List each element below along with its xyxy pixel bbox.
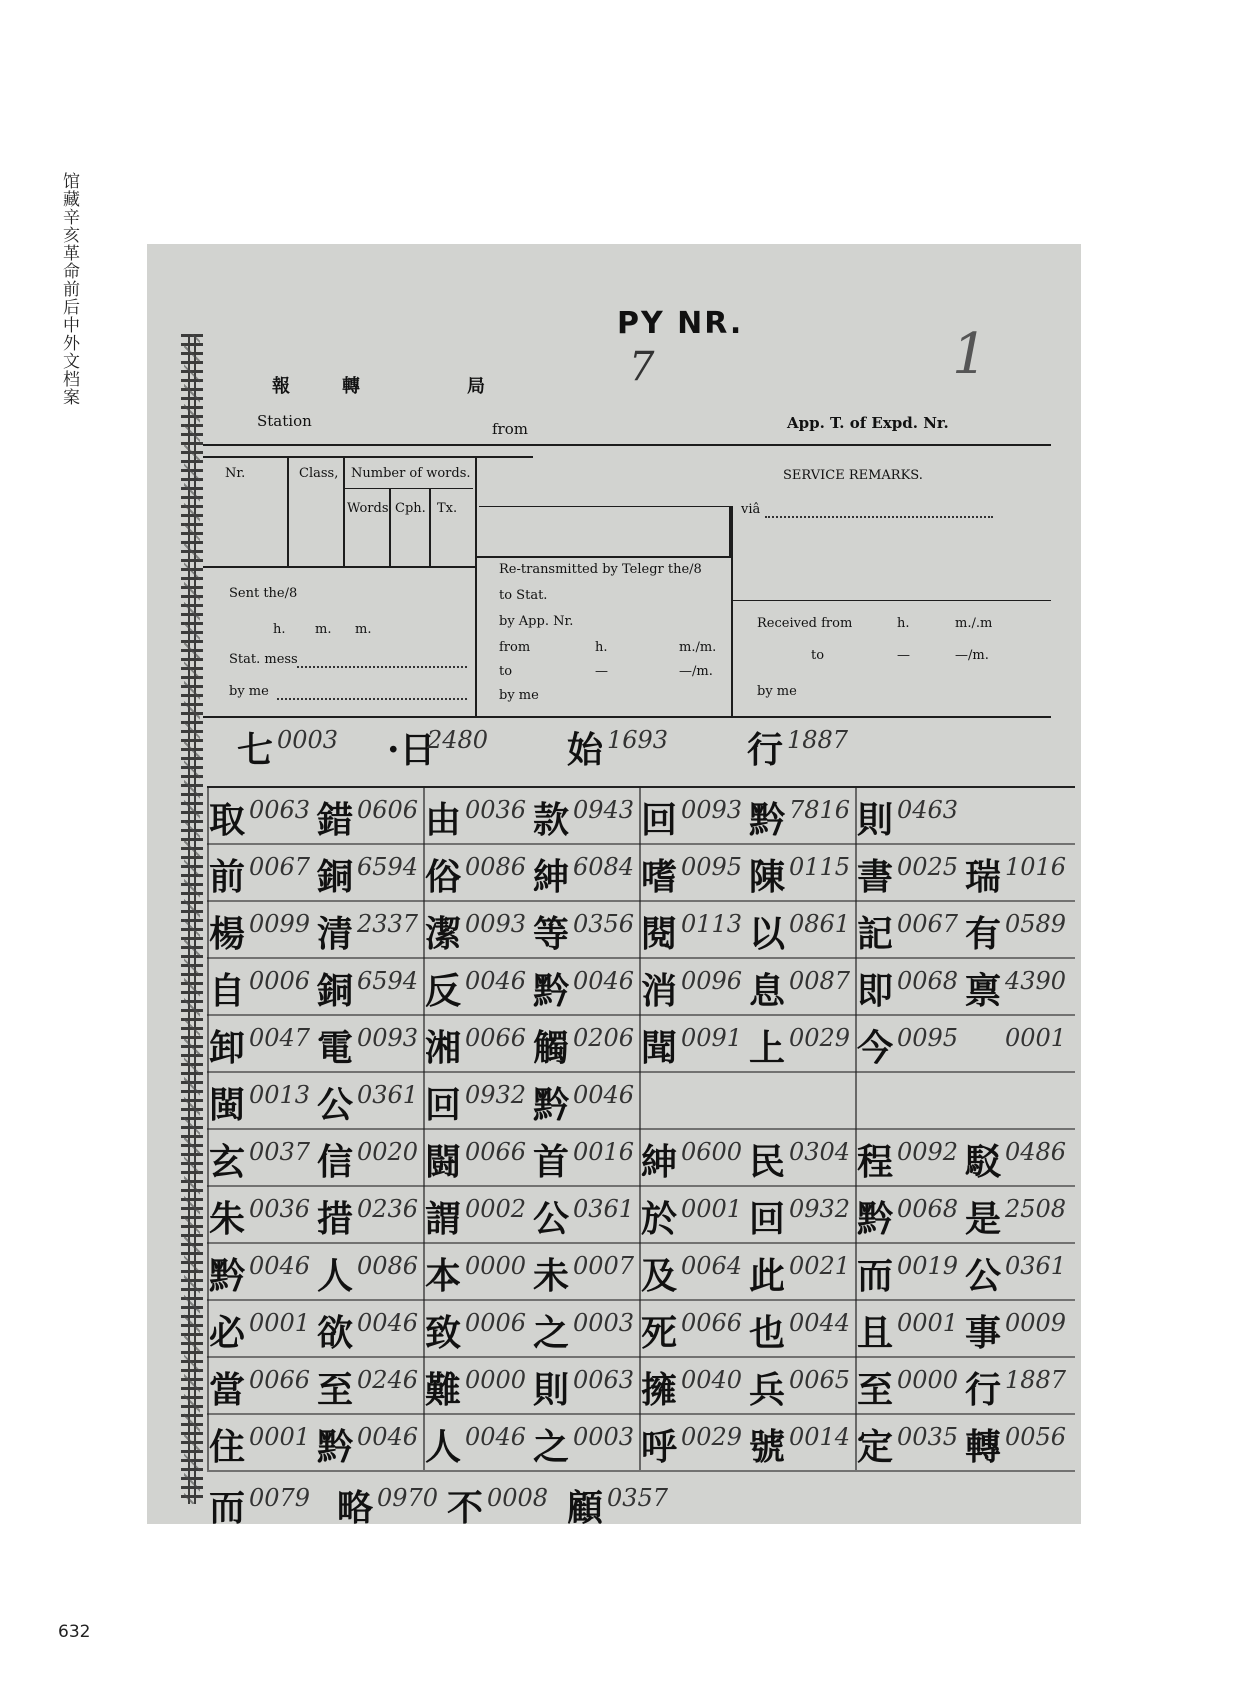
group-r11c5-code: 0014 — [789, 1423, 851, 1451]
group-r2c0-char: 楊 — [209, 913, 246, 955]
retrans-h: h. — [595, 640, 608, 655]
grid-row-line — [207, 1128, 1075, 1130]
group-r3c6-char: 即 — [857, 970, 894, 1012]
group-r7c7-char: 是 — [965, 1198, 1002, 1240]
by-me-dotted — [277, 698, 467, 700]
group-r10c1-char: 至 — [317, 1369, 354, 1411]
group-r3c7-char: 禀 — [965, 970, 1002, 1012]
received-from: Received from — [757, 616, 853, 631]
group-r11c1-char: 黔 — [317, 1426, 354, 1468]
grid-row-line — [207, 1071, 1075, 1073]
from-label: from — [492, 420, 528, 438]
group-r7c3-code: 0361 — [573, 1195, 635, 1223]
group-r7c6-code: 0068 — [897, 1195, 959, 1223]
group-r2c4-char: 閱 — [641, 913, 678, 955]
group-r4c0-char: 卸 — [209, 1027, 246, 1069]
group-r9c0-code: 0001 — [249, 1309, 311, 1337]
group-r9c3-char: 之 — [533, 1312, 570, 1354]
header-group-2-char: 始 — [567, 729, 604, 771]
grid-row-line — [207, 1299, 1075, 1301]
group-r6c5-code: 0304 — [789, 1138, 851, 1166]
group-r2c1-code: 2337 — [357, 910, 419, 938]
group-r8c4-code: 0064 — [681, 1252, 743, 1280]
group-r7c4-code: 0001 — [681, 1195, 743, 1223]
group-r1c6-code: 0025 — [897, 853, 959, 881]
group-r7c5-char: 回 — [749, 1198, 786, 1240]
group-r3c2-code: 0046 — [465, 967, 527, 995]
footer-group-2-code: 0008 — [487, 1484, 549, 1512]
col-number-of-words: Number of words. — [351, 466, 471, 481]
group-r10c2-char: 難 — [425, 1369, 462, 1411]
group-r11c7-char: 轉 — [965, 1426, 1002, 1468]
sent-m2: m. — [355, 622, 372, 637]
group-r3c2-char: 反 — [425, 970, 462, 1012]
group-r10c3-char: 則 — [533, 1369, 570, 1411]
group-r8c0-code: 0046 — [249, 1252, 311, 1280]
group-r3c1-char: 銅 — [317, 970, 354, 1012]
retrans-mm2: —/m. — [679, 664, 713, 679]
retrans-right-divider — [731, 506, 733, 716]
group-r2c6-char: 記 — [857, 913, 894, 955]
group-r7c1-char: 措 — [317, 1198, 354, 1240]
group-r6c2-char: 闘 — [425, 1141, 462, 1183]
col-divider-3 — [389, 488, 391, 566]
group-r6c0-char: 玄 — [209, 1141, 246, 1183]
group-r3c4-char: 消 — [641, 970, 678, 1012]
group-r1c3-code: 6084 — [573, 853, 635, 881]
mid-rule — [479, 506, 729, 507]
group-r8c5-char: 此 — [749, 1255, 786, 1297]
group-r2c2-code: 0093 — [465, 910, 527, 938]
group-r4c3-code: 0206 — [573, 1024, 635, 1052]
group-r4c7-code: 0001 — [1005, 1024, 1067, 1052]
group-r5c2-char: 回 — [425, 1084, 462, 1126]
group-r10c4-char: 擁 — [641, 1369, 678, 1411]
group-r2c5-code: 0861 — [789, 910, 851, 938]
group-r6c3-char: 首 — [533, 1141, 570, 1183]
col-cph: Cph. — [395, 501, 426, 516]
group-r11c3-char: 之 — [533, 1426, 570, 1468]
telegram-form-scan — [147, 244, 1081, 1524]
header-group-3-code: 1887 — [787, 726, 849, 754]
received-by-me: by me — [757, 684, 797, 699]
group-r1c4-char: 嗜 — [641, 856, 678, 898]
service-remarks: SERVICE REMARKS. — [783, 468, 923, 483]
group-r10c5-code: 0065 — [789, 1366, 851, 1394]
group-r6c7-char: 駁 — [965, 1141, 1002, 1183]
group-r1c7-char: 瑞 — [965, 856, 1002, 898]
group-r5c1-char: 公 — [317, 1084, 354, 1126]
ornamental-border — [181, 334, 203, 1504]
group-r9c1-code: 0046 — [357, 1309, 419, 1337]
group-r0c2-code: 0036 — [465, 796, 527, 824]
group-r9c6-code: 0001 — [897, 1309, 959, 1337]
header-group-1-code: 2480 — [427, 726, 489, 754]
group-r7c0-code: 0036 — [249, 1195, 311, 1223]
group-r6c6-code: 0092 — [897, 1138, 959, 1166]
group-r8c1-code: 0086 — [357, 1252, 419, 1280]
group-r8c2-char: 本 — [425, 1255, 462, 1297]
group-r8c4-char: 及 — [641, 1255, 678, 1297]
group-r4c3-char: 觸 — [533, 1027, 570, 1069]
group-r9c3-code: 0003 — [573, 1309, 635, 1337]
group-r3c6-code: 0068 — [897, 967, 959, 995]
col-nr: Nr. — [225, 466, 246, 481]
retrans-mm: m./m. — [679, 640, 717, 655]
group-r6c0-code: 0037 — [249, 1138, 311, 1166]
footer-group-2-char: 不 — [447, 1487, 484, 1524]
group-r8c3-char: 未 — [533, 1255, 570, 1297]
footer-group-3-char: 顧 — [567, 1487, 604, 1524]
group-r2c6-code: 0067 — [897, 910, 959, 938]
group-r9c4-char: 死 — [641, 1312, 678, 1354]
group-r0c3-char: 款 — [533, 799, 570, 841]
group-r4c5-code: 0029 — [789, 1024, 851, 1052]
group-r4c4-code: 0091 — [681, 1024, 743, 1052]
group-r8c7-code: 0361 — [1005, 1252, 1067, 1280]
group-r10c4-code: 0040 — [681, 1366, 743, 1394]
group-r10c0-code: 0066 — [249, 1366, 311, 1394]
archive-series-title: 馆藏辛亥革命前后中外文档案 — [59, 172, 79, 406]
received-top-rule — [733, 600, 1051, 601]
group-r10c3-code: 0063 — [573, 1366, 635, 1394]
group-r6c7-code: 0486 — [1005, 1138, 1067, 1166]
stat-mess-dotted — [297, 666, 467, 668]
group-r10c7-char: 行 — [965, 1369, 1002, 1411]
group-r5c3-code: 0046 — [573, 1081, 635, 1109]
group-r10c5-char: 兵 — [749, 1369, 786, 1411]
grid-row-line — [207, 1470, 1075, 1472]
group-r9c2-code: 0006 — [465, 1309, 527, 1337]
header-rule — [203, 444, 1051, 446]
group-r9c4-code: 0066 — [681, 1309, 743, 1337]
header-group-0-code: 0003 — [277, 726, 339, 754]
footer-group-0-char: 而 — [209, 1487, 246, 1524]
group-r3c0-char: 自 — [209, 970, 246, 1012]
group-r2c3-code: 0356 — [573, 910, 635, 938]
stat-mess: Stat. mess — [229, 652, 298, 667]
header-char-2: 轉 — [342, 376, 360, 397]
received-dash: — — [897, 648, 910, 663]
corner-mark: 1 — [952, 322, 988, 387]
retrans-from: from — [499, 640, 531, 655]
header-char-3: 局 — [467, 376, 485, 397]
group-r5c3-char: 黔 — [533, 1084, 570, 1126]
grid-row-line — [207, 957, 1075, 959]
col-divider-4 — [429, 488, 431, 566]
group-r11c0-code: 0001 — [249, 1423, 311, 1451]
col-divider-2 — [343, 456, 345, 566]
group-r6c2-code: 0066 — [465, 1138, 527, 1166]
grid-row-line — [207, 1242, 1075, 1244]
group-r6c6-char: 程 — [857, 1141, 894, 1183]
group-r7c3-char: 公 — [533, 1198, 570, 1240]
col-class: Class, — [299, 466, 339, 481]
group-r3c4-code: 0096 — [681, 967, 743, 995]
group-r4c6-code: 0095 — [897, 1024, 959, 1052]
group-r5c1-code: 0361 — [357, 1081, 419, 1109]
group-r4c2-char: 湘 — [425, 1027, 462, 1069]
group-r3c7-code: 4390 — [1005, 967, 1067, 995]
group-r9c7-char: 事 — [965, 1312, 1002, 1354]
group-r4c2-code: 0066 — [465, 1024, 527, 1052]
group-r0c4-char: 回 — [641, 799, 678, 841]
group-r11c3-code: 0003 — [573, 1423, 635, 1451]
group-r9c7-code: 0009 — [1005, 1309, 1067, 1337]
group-r4c4-char: 聞 — [641, 1027, 678, 1069]
group-r3c3-char: 黔 — [533, 970, 570, 1012]
group-r6c1-char: 信 — [317, 1141, 354, 1183]
station-label: Station — [257, 412, 312, 430]
group-r3c5-char: 息 — [749, 970, 786, 1012]
col-subrule — [343, 488, 473, 489]
group-r8c0-char: 黔 — [209, 1255, 246, 1297]
col-divider-1 — [287, 456, 289, 566]
group-r5c0-char: 閩 — [209, 1084, 246, 1126]
group-r0c1-code: 0606 — [357, 796, 419, 824]
grid-row-line — [207, 1413, 1075, 1415]
group-r7c0-char: 朱 — [209, 1198, 246, 1240]
group-r9c2-char: 致 — [425, 1312, 462, 1354]
group-r9c5-code: 0044 — [789, 1309, 851, 1337]
group-r1c1-code: 6594 — [357, 853, 419, 881]
col-words: Words — [347, 501, 389, 516]
group-r11c1-code: 0046 — [357, 1423, 419, 1451]
group-r2c7-code: 0589 — [1005, 910, 1067, 938]
group-r10c1-code: 0246 — [357, 1366, 419, 1394]
received-h: h. — [897, 616, 910, 631]
copy-number-stamp: PY NR. — [617, 306, 744, 341]
group-r7c1-code: 0236 — [357, 1195, 419, 1223]
group-r8c6-code: 0019 — [897, 1252, 959, 1280]
group-r2c1-char: 清 — [317, 913, 354, 955]
group-r1c0-code: 0067 — [249, 853, 311, 881]
group-r8c5-code: 0021 — [789, 1252, 851, 1280]
group-r9c6-char: 且 — [857, 1312, 894, 1354]
retrans-to: to — [499, 664, 513, 679]
header-group-3-char: 行 — [747, 729, 784, 771]
group-r11c6-code: 0035 — [897, 1423, 959, 1451]
header-group-2-code: 1693 — [607, 726, 669, 754]
group-r1c2-code: 0086 — [465, 853, 527, 881]
footer-group-0-code: 0079 — [249, 1484, 311, 1512]
form-bottom-rule — [203, 716, 1051, 718]
group-r11c0-char: 住 — [209, 1426, 246, 1468]
group-r8c7-char: 公 — [965, 1255, 1002, 1297]
group-r2c4-code: 0113 — [681, 910, 743, 938]
group-r7c2-code: 0002 — [465, 1195, 527, 1223]
group-r4c5-char: 上 — [749, 1027, 786, 1069]
group-r1c2-char: 俗 — [425, 856, 462, 898]
sent-by-me: by me — [229, 684, 269, 699]
group-r10c0-char: 當 — [209, 1369, 246, 1411]
group-r0c0-char: 取 — [209, 799, 246, 841]
group-r1c5-char: 陳 — [749, 856, 786, 898]
group-r11c7-code: 0056 — [1005, 1423, 1067, 1451]
group-r1c4-code: 0095 — [681, 853, 743, 881]
via-label: viâ — [741, 502, 761, 517]
retrans-by-me: by me — [499, 688, 539, 703]
group-r9c1-char: 欲 — [317, 1312, 354, 1354]
received-to: to — [811, 648, 825, 663]
group-r7c7-code: 2508 — [1005, 1195, 1067, 1223]
group-r0c0-code: 0063 — [249, 796, 311, 824]
group-r10c6-char: 至 — [857, 1369, 894, 1411]
group-r0c6-code: 0463 — [897, 796, 959, 824]
retrans-line1: Re-transmitted by Telegr the/8 — [499, 562, 702, 577]
group-r0c6-char: 則 — [857, 799, 894, 841]
group-r1c0-char: 前 — [209, 856, 246, 898]
group-r8c3-code: 0007 — [573, 1252, 635, 1280]
app-label: App. T. of Expd. Nr. — [787, 414, 949, 432]
grid-row-line — [207, 786, 1075, 788]
group-r7c2-char: 謂 — [425, 1198, 462, 1240]
group-r9c5-char: 也 — [749, 1312, 786, 1354]
group-r3c5-code: 0087 — [789, 967, 851, 995]
group-r8c2-code: 0000 — [465, 1252, 527, 1280]
group-r7c6-char: 黔 — [857, 1198, 894, 1240]
copy-number-handwritten: 7 — [629, 344, 655, 390]
group-r7c4-char: 於 — [641, 1198, 678, 1240]
header-group-1-char: ·日 — [387, 729, 436, 771]
col-tx: Tx. — [437, 501, 458, 516]
group-r10c2-code: 0000 — [465, 1366, 527, 1394]
group-r6c4-char: 紳 — [641, 1141, 678, 1183]
group-r10c6-code: 0000 — [897, 1366, 959, 1394]
group-r0c2-char: 由 — [425, 799, 462, 841]
grid-row-line — [207, 900, 1075, 902]
group-r0c5-code: 7816 — [789, 796, 851, 824]
group-r1c3-char: 紳 — [533, 856, 570, 898]
group-r5c0-code: 0013 — [249, 1081, 311, 1109]
received-mm: m./.m — [955, 616, 993, 631]
group-r8c6-char: 而 — [857, 1255, 894, 1297]
header-group-0-char: 七 — [237, 729, 274, 771]
footer-group-1-code: 0970 — [377, 1484, 439, 1512]
group-r7c5-code: 0932 — [789, 1195, 851, 1223]
group-r1c6-char: 書 — [857, 856, 894, 898]
header-rule-2 — [203, 456, 533, 458]
sent-h: h. — [273, 622, 286, 637]
group-r6c5-char: 民 — [749, 1141, 786, 1183]
group-r11c2-char: 人 — [425, 1426, 462, 1468]
group-r3c3-code: 0046 — [573, 967, 635, 995]
group-r2c3-char: 等 — [533, 913, 570, 955]
group-r11c5-char: 號 — [749, 1426, 786, 1468]
group-r5c2-code: 0932 — [465, 1081, 527, 1109]
grid-row-line — [207, 1014, 1075, 1016]
retrans-line3: by App. Nr. — [499, 614, 574, 629]
group-r10c7-code: 1887 — [1005, 1366, 1067, 1394]
group-r3c1-code: 6594 — [357, 967, 419, 995]
group-r3c0-code: 0006 — [249, 967, 311, 995]
group-r4c0-code: 0047 — [249, 1024, 311, 1052]
group-r2c7-char: 有 — [965, 913, 1002, 955]
retrans-line2: to Stat. — [499, 588, 548, 603]
grid-row-line — [207, 1185, 1075, 1187]
group-r1c1-char: 銅 — [317, 856, 354, 898]
group-r1c5-code: 0115 — [789, 853, 851, 881]
sent-top-rule — [203, 566, 475, 568]
page-number: 632 — [58, 1622, 91, 1642]
footer-group-3-code: 0357 — [607, 1484, 669, 1512]
sent-the: Sent the/8 — [229, 586, 298, 601]
group-r9c0-char: 必 — [209, 1312, 246, 1354]
grid-row-line — [207, 1356, 1075, 1358]
group-r2c0-code: 0099 — [249, 910, 311, 938]
group-r4c6-char: 今 — [857, 1027, 894, 1069]
header-char-1: 報 — [272, 376, 290, 397]
retrans-dash: — — [595, 664, 608, 679]
footer-group-1-char: 略 — [337, 1487, 374, 1524]
group-r11c2-code: 0046 — [465, 1423, 527, 1451]
group-r0c5-char: 黔 — [749, 799, 786, 841]
grid-row-line — [207, 843, 1075, 845]
retrans-top-rule — [475, 556, 731, 558]
group-r0c4-code: 0093 — [681, 796, 743, 824]
sent-m1: m. — [315, 622, 332, 637]
group-r0c1-char: 錯 — [317, 799, 354, 841]
group-r0c3-code: 0943 — [573, 796, 635, 824]
group-r11c4-char: 呼 — [641, 1426, 678, 1468]
group-r11c6-char: 定 — [857, 1426, 894, 1468]
group-r6c3-code: 0016 — [573, 1138, 635, 1166]
group-r6c4-code: 0600 — [681, 1138, 743, 1166]
group-r6c1-code: 0020 — [357, 1138, 419, 1166]
group-r2c5-char: 以 — [749, 913, 786, 955]
group-r2c2-char: 潔 — [425, 913, 462, 955]
group-r8c1-char: 人 — [317, 1255, 354, 1297]
via-dotted-line — [765, 516, 993, 518]
group-r4c1-code: 0093 — [357, 1024, 419, 1052]
received-mm2: —/m. — [955, 648, 989, 663]
col-divider-5 — [475, 456, 477, 716]
group-r4c1-char: 電 — [317, 1027, 354, 1069]
group-r1c7-code: 1016 — [1005, 853, 1067, 881]
group-r11c4-code: 0029 — [681, 1423, 743, 1451]
